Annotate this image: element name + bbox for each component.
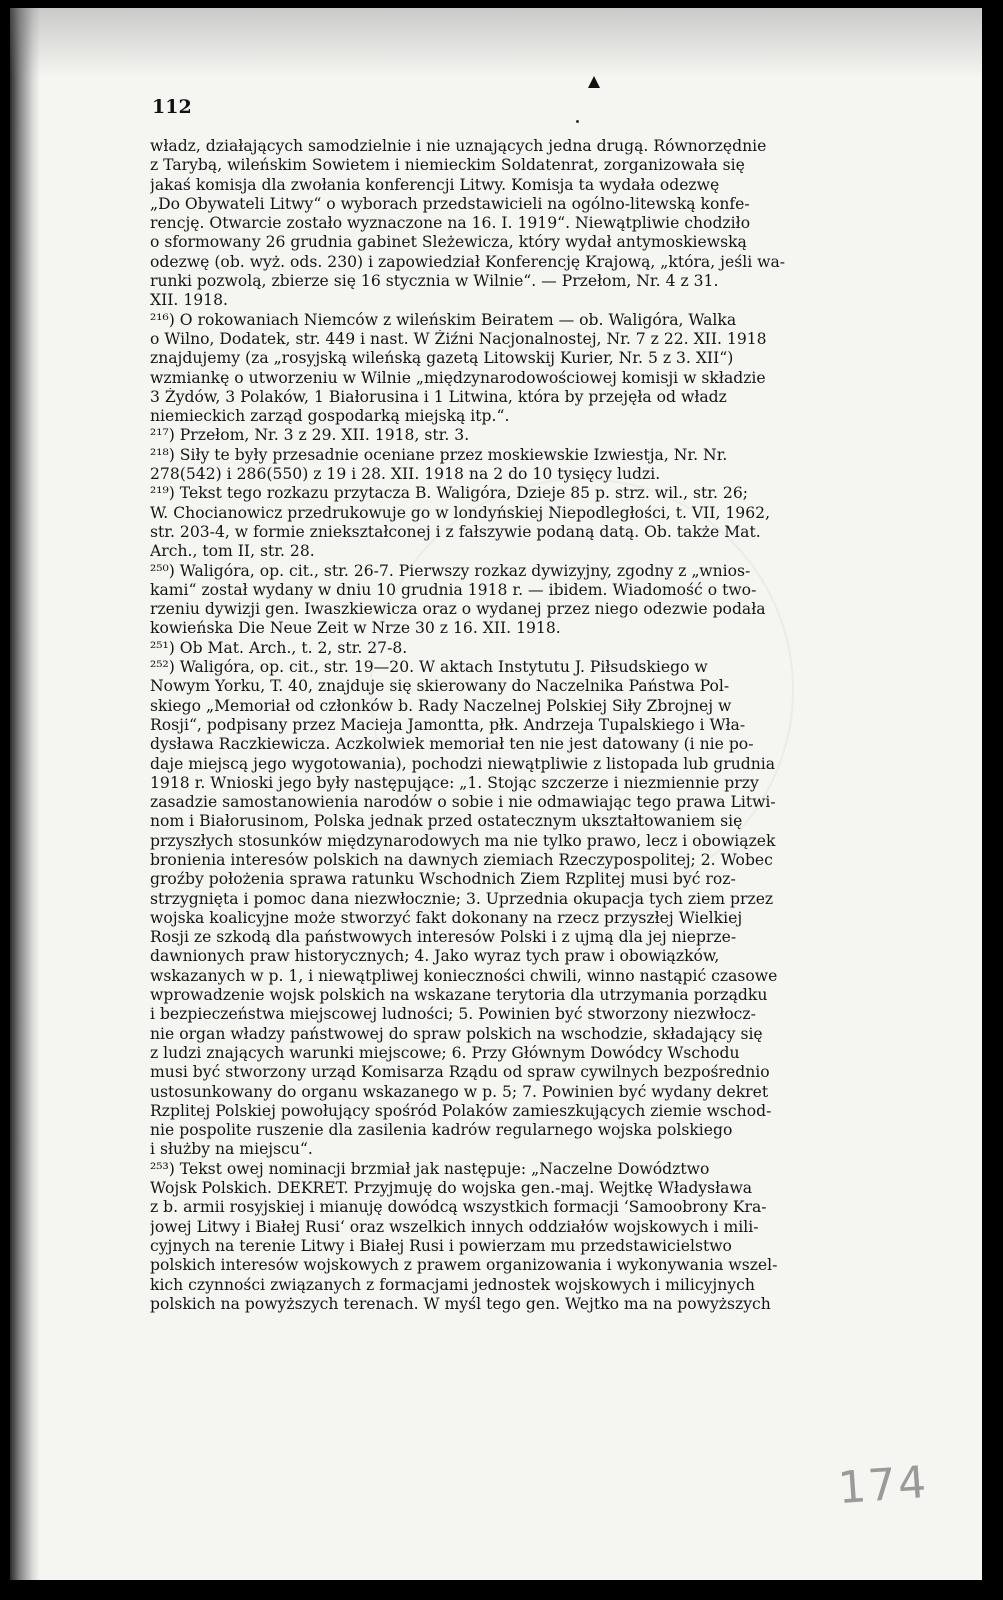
text-line: wskazanych w p. 1, i niewątpliwej konieczności chwili, winno nastąpić czasowe xyxy=(150,966,778,985)
text-line: ²¹⁶) O rokowaniach Niemców z wileńskim Beiratem — ob. Waligóra, Walka xyxy=(150,310,737,329)
text-line: rzeniu dywizji gen. Iwaszkiewicza oraz o wydanej przez niego odezwie podała xyxy=(150,600,766,619)
text-line: Wojsk Polskich. DEKRET. Przyjmuję do wojska gen.-maj. Wejtkę Władysława xyxy=(150,1179,753,1198)
text-line: wzmiankę o utworzeniu w Wilnie „międzynarodowościowej komisji w składzie xyxy=(150,368,766,387)
page-number: 112 xyxy=(152,96,192,118)
text-line: dysława Raczkiewicza. Aczkolwiek memoriał ten nie jest datowany (i nie po- xyxy=(150,735,754,754)
text-line: o Wilno, Dodatek, str. 449 i nast. W Żiźni Nacjonalnostej, Nr. 7 z 22. XII. 1918 xyxy=(150,329,767,348)
text-line: ²⁵³) Tekst owej nominacji brzmiał jak następuje: „Naczelne Dowództwo xyxy=(150,1159,710,1178)
text-line: kich czynności związanych z formacjami jednostek wojskowych i milicyjnych xyxy=(150,1275,755,1294)
text-line: dawnionych praw historycznych; 4. Jako wyraz tych praw i obowiązków, xyxy=(150,947,720,966)
text-line: Arch., tom II, str. 28. xyxy=(150,542,315,561)
text-line: kami“ został wydany w dniu 10 grudnia 1918 r. — ibidem. Wiadomość o two- xyxy=(150,580,757,599)
text-line: nie pospolite ruszenie dla zasilenia kadrów regularnego wojska polskiego xyxy=(150,1121,733,1140)
text-line: ²⁵²) Waligóra, op. cit., str. 19—20. W aktach Instytutu J. Piłsudskiego w xyxy=(150,658,708,677)
text-line: 278(542) i 286(550) z 19 i 28. XII. 1918 na 2 do 10 tysięcy ludzi. xyxy=(150,465,661,484)
top-edge-shadow xyxy=(10,8,982,78)
text-line: odezwę (ob. wyż. ods. 230) i zapowiedział Konferencję Krajową, „która, jeśli wa- xyxy=(150,252,786,271)
text-line: Rosji“, podpisany przez Macieja Jamontta, płk. Andrzeja Tupalskiego i Wła- xyxy=(150,715,746,734)
text-line: skiego „Memoriał od członków b. Rady Naczelnej Polskiej Siły Zbrojnej w xyxy=(150,696,732,715)
text-line: strzygnięta i pomoc dana niezwłocznie; 3. Uprzednia okupacja tych ziem przez xyxy=(150,889,774,908)
text-line: kowieńska Die Neue Zeit w Nrze 30 z 16. XII. 1918. xyxy=(150,619,561,638)
text-line: z Tarybą, wileńskim Sowietem i niemieckim Soldatenrat, zorganizowała się xyxy=(150,156,745,175)
text-line: W. Chocianowicz przedrukowuje go w londyńskiej Niepodległości, t. VII, 1962, xyxy=(150,503,771,522)
text-line: Nowym Yorku, T. 40, znajduje się skierowany do Naczelnika Państwa Pol- xyxy=(150,677,730,696)
text-line: ²¹⁸) Siły te były przesadnie oceniane przez moskiewskie Izwiestja, Nr. Nr. xyxy=(150,445,728,464)
text-line: znajdujemy (za „rosyjską wileńską gazetą Litowskij Kurier, Nr. 5 z 3. XII“) xyxy=(150,349,734,368)
text-line: przyszłych stosunków międzynarodowych ma nie tylko prawo, lecz i obowiązek xyxy=(150,831,776,850)
text-line: Rzplitej Polskiej powołujący spośród Polaków zamieszkujących ziemie wschod- xyxy=(150,1101,772,1120)
text-line: cyjnych na terenie Litwy i Białej Rusi i powierzam mu przedstawicielstwo xyxy=(150,1236,732,1255)
text-line: XII. 1918. xyxy=(150,291,228,310)
text-line: z b. armii rosyjskiej i mianuję dowódcą wszystkich formacji ‘Samoobrony Kra- xyxy=(150,1198,767,1217)
text-line: wojska koalicyjne może stworzyć fakt dokonany na rzecz przyszłej Wielkiej xyxy=(150,908,743,927)
text-line: władz, działających samodzielnie i nie uznających jedna drugą. Równorzędnie xyxy=(150,137,767,155)
text-line: ²⁵¹) Ob Mat. Arch., t. 2, str. 27-8. xyxy=(150,638,408,657)
print-mark-icon xyxy=(588,76,600,88)
text-line: runki pozwolą, zbierze się 16 stycznia w Wilnie“. — Przełom, Nr. 4 z 31. xyxy=(150,272,719,291)
text-line: i służby na miejscu“. xyxy=(150,1140,313,1159)
text-line: groźby położenia sprawa ratunku Wschodnich Ziem Rzplitej musi być roz- xyxy=(150,870,736,889)
text-line: ²¹⁹) Tekst tego rozkazu przytacza B. Waligóra, Dzieje 85 p. strz. wil., str. 26; xyxy=(150,484,749,503)
text-line: nom i Białorusinom, Polska jednak przed ostatecznym ukształtowaniem się xyxy=(150,812,743,831)
text-line: zasadzie samostanowienia narodów o sobie i nie odmawiając tego prawa Litwi- xyxy=(150,793,776,812)
text-line: Rosji ze szkodą dla państwowych interesów Polski i z ujmą dla jej nieprze- xyxy=(150,928,737,947)
footnotes-text xyxy=(150,137,912,1314)
text-line: jakaś komisja dla zwołania konferencji Litwy. Komisja ta wydała odezwę xyxy=(150,175,720,194)
text-line: jowej Litwy i Białej Rusi‘ oraz wszelkich innych oddziałów wojskowych i mili- xyxy=(150,1217,759,1236)
binding-shadow xyxy=(10,8,40,1580)
handwritten-archive-number: 174 xyxy=(836,1456,930,1515)
text-line: musi być stworzony urząd Komisarza Rządu od spraw cywilnych bezpośrednio xyxy=(150,1063,770,1082)
text-line: ²¹⁷) Przełom, Nr. 3 z 29. XII. 1918, str. 3. xyxy=(150,426,470,445)
text-line: „Do Obywateli Litwy“ o wyborach przedstawicieli na ogólno-litewską konfe- xyxy=(150,194,750,213)
text-line: ²⁵⁰) Waligóra, op. cit., str. 26-7. Pierwszy rozkaz dywizyjny, zgodny z „wnios- xyxy=(150,561,751,580)
text-line: polskich na powyższych terenach. W myśl tego gen. Wejtko ma na powyższych xyxy=(150,1294,771,1313)
text-line: str. 203-4, w formie zniekształconej i z fałszywie podaną datą. Ob. także Mat. xyxy=(150,522,761,541)
text-line: rencję. Otwarcie zostało wyznaczone na 16. I. 1919“. Niewątpliwie chodziło xyxy=(150,214,751,233)
text-line: nie organ władzy państwowej do spraw polskich na wschodzie, składający się xyxy=(150,1024,763,1043)
text-line: niemieckich zarząd gospodarką miejską itp.“. xyxy=(150,407,510,426)
text-line: z ludzi znających warunki miejscowe; 6. Przy Głównym Dowódcy Wschodu xyxy=(150,1043,740,1062)
ink-speck xyxy=(576,120,579,123)
text-line: o sformowany 26 grudnia gabinet Sleżewicza, który wydał antymoskiewską xyxy=(150,233,747,252)
text-line: 1918 r. Wnioski jego były następujące: „1. Stojąc szczerze i niezmiennie przy xyxy=(150,773,759,792)
text-line: polskich interesów wojskowych z prawem organizowania i wykonywania wszel- xyxy=(150,1256,778,1275)
text-line: daje miejscą jego wygotowania), pochodzi niewątpliwie z listopada lub grudnia xyxy=(150,754,776,773)
text-line: wprowadzenie wojsk polskich na wskazane terytoria dla utrzymania porządku xyxy=(150,986,768,1005)
text-line: i bezpieczeństwa miejscowej ludności; 5. Powinien być stworzony niezwłocz- xyxy=(150,1005,756,1024)
text-line: ustosunkowany do organu wskazanego w p. 5; 7. Powinien być wydany dekret xyxy=(150,1082,769,1101)
text-line: bronienia interesów polskich na dawnych ziemiach Rzeczypospolitej; 2. Wobec xyxy=(150,850,773,869)
text-line: 3 Żydów, 3 Polaków, 1 Białorusina i 1 Litwina, która by przejęła od władz xyxy=(150,387,727,406)
